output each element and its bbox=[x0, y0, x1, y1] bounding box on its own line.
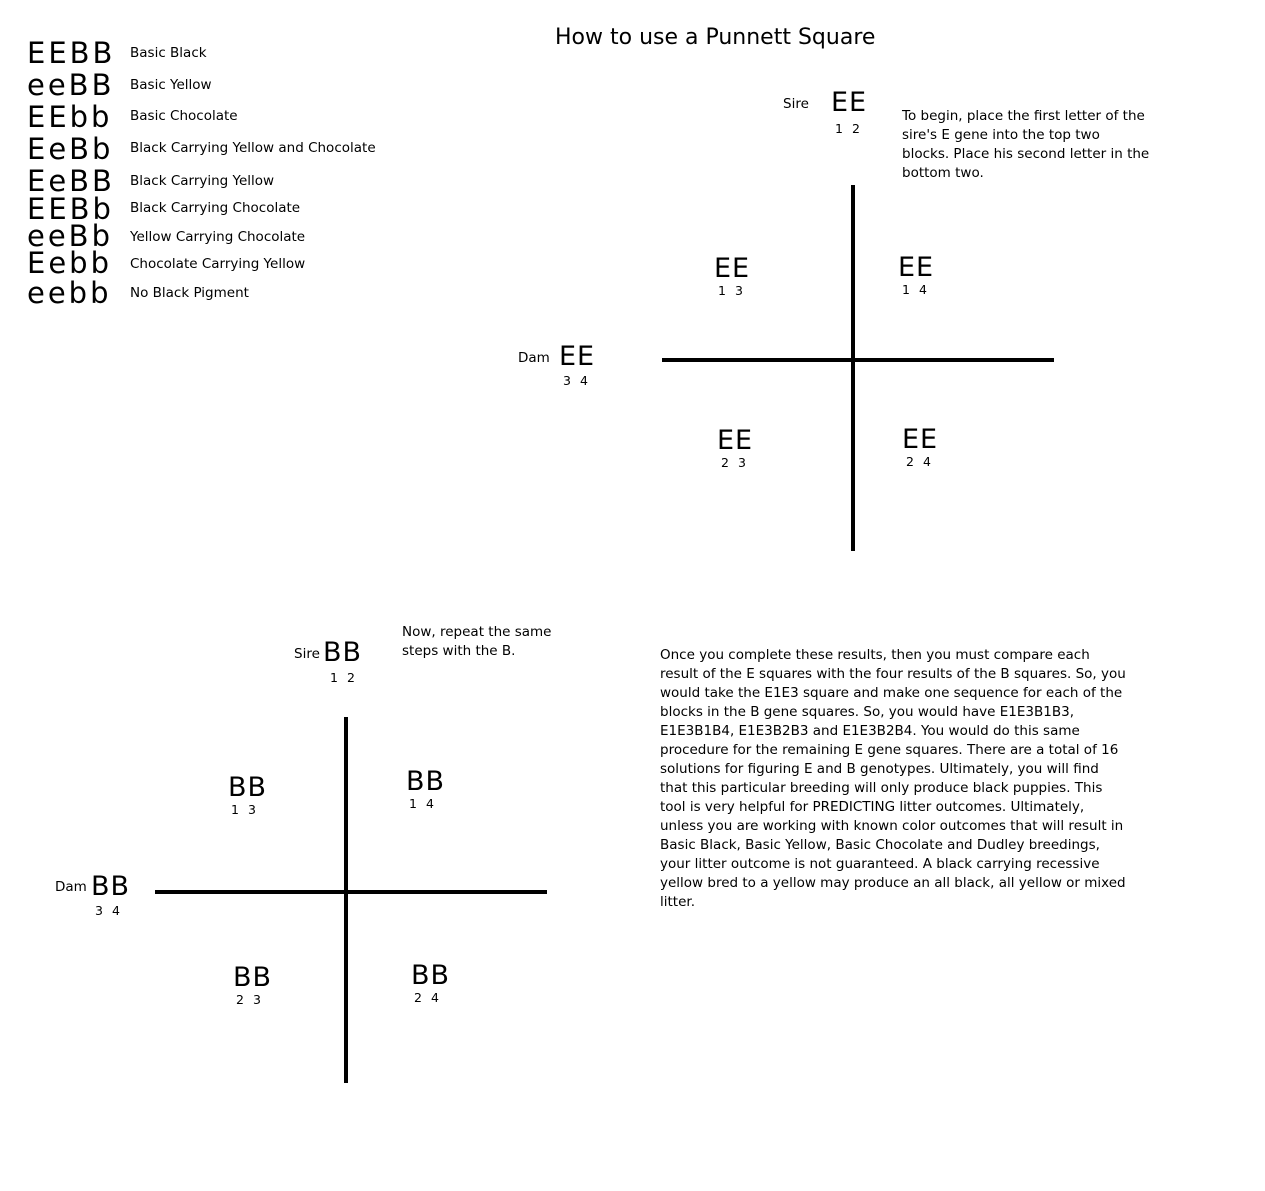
dam-label: Dam bbox=[55, 879, 87, 895]
cell-2-3: EE 23 bbox=[717, 425, 755, 470]
legend-label: No Black Pigment bbox=[130, 285, 249, 301]
legend-genotype: EEBb bbox=[27, 192, 114, 226]
dam-allele-numbers: 34 bbox=[563, 373, 597, 388]
explanation-paragraph bbox=[660, 646, 1126, 912]
explanation-line: yellow bred to a yellow may produce an all black, all yellow or mixed bbox=[660, 875, 1126, 891]
legend-genotype: EeBb bbox=[27, 132, 114, 166]
sire-allele-numbers: 12 bbox=[835, 121, 869, 136]
page-title: How to use a Punnett Square bbox=[555, 25, 876, 50]
b-instruction: Now, repeat the same steps with the B. bbox=[402, 624, 552, 659]
explanation-line: unless you are working with known color outcomes that will result in bbox=[660, 818, 1124, 834]
legend-label: Basic Chocolate bbox=[130, 108, 238, 124]
explanation-line: Once you complete these results, then you must compare each bbox=[660, 647, 1090, 663]
legend-genotype: eeBB bbox=[27, 68, 115, 102]
dam-label: Dam bbox=[518, 350, 550, 366]
horizontal-divider bbox=[155, 890, 547, 894]
cell-2-3: BB 23 bbox=[233, 962, 273, 1007]
explanation-line: result of the E squares with the four results of the B squares. So, you bbox=[660, 666, 1126, 682]
e-instruction: To begin, place the first letter of the sire's E gene into the top two blocks. Place his second letter in the bottom two. bbox=[902, 108, 1150, 181]
explanation-line: procedure for the remaining E gene squares. There are a total of 16 bbox=[660, 742, 1119, 758]
legend-label: Chocolate Carrying Yellow bbox=[130, 256, 306, 272]
sire-label: Sire bbox=[783, 96, 809, 112]
cell-1-4: BB 14 bbox=[406, 766, 446, 811]
vertical-divider bbox=[851, 185, 855, 551]
horizontal-divider bbox=[662, 358, 1054, 362]
legend-label: Black Carrying Chocolate bbox=[130, 200, 301, 216]
legend-label: Black Carrying Yellow bbox=[130, 173, 275, 189]
legend-genotype: eeBb bbox=[27, 219, 113, 253]
explanation-line: solutions for figuring E and B genotypes. Ultimately, you will find bbox=[660, 761, 1099, 777]
explanation-line: your litter outcome is not guaranteed. A black carrying recessive bbox=[660, 856, 1100, 872]
explanation-line: E1E3B1B4, E1E3B2B3 and E1E3B2B4. You would do this same bbox=[660, 723, 1080, 739]
legend-genotype: EeBB bbox=[27, 164, 115, 198]
explanation-line: blocks in the B gene squares. So, you would have E1E3B1B3, bbox=[660, 704, 1074, 720]
legend-label: Black Carrying Yellow and Chocolate bbox=[130, 140, 376, 156]
dam-genotype: BB bbox=[91, 871, 131, 902]
sire-genotype: BB bbox=[323, 637, 363, 668]
cell-1-3: EE 13 bbox=[714, 253, 752, 298]
cell-2-4: EE 24 bbox=[902, 424, 940, 469]
dam-genotype: EE bbox=[559, 341, 596, 372]
legend-genotype: EEbb bbox=[27, 100, 113, 134]
sire-allele-numbers: 12 bbox=[330, 670, 364, 685]
explanation-line: that this particular breeding will only produce black puppies. This bbox=[660, 780, 1103, 796]
vertical-divider bbox=[344, 717, 348, 1083]
legend-genotype: Eebb bbox=[27, 246, 112, 280]
legend-genotype: eebb bbox=[27, 276, 112, 310]
cell-1-4: EE 14 bbox=[898, 252, 936, 297]
explanation-line: tool is very helpful for PREDICTING litter outcomes. Ultimately, bbox=[660, 799, 1085, 815]
explanation-line: would take the E1E3 square and make one sequence for each of the bbox=[660, 685, 1123, 701]
sire-genotype: EE bbox=[831, 87, 868, 118]
legend-label: Basic Yellow bbox=[130, 77, 212, 93]
legend-genotype: EEBB bbox=[27, 36, 116, 70]
explanation-line: Basic Black, Basic Yellow, Basic Chocolate and Dudley breedings, bbox=[660, 837, 1100, 853]
sire-label: Sire bbox=[294, 646, 320, 662]
legend-label: Yellow Carrying Chocolate bbox=[130, 229, 306, 245]
dam-allele-numbers: 34 bbox=[95, 903, 129, 918]
cell-1-3: BB 13 bbox=[228, 772, 268, 817]
explanation-line: litter. bbox=[660, 894, 695, 910]
cell-2-4: BB 24 bbox=[411, 960, 451, 1005]
legend-label: Basic Black bbox=[130, 45, 207, 61]
